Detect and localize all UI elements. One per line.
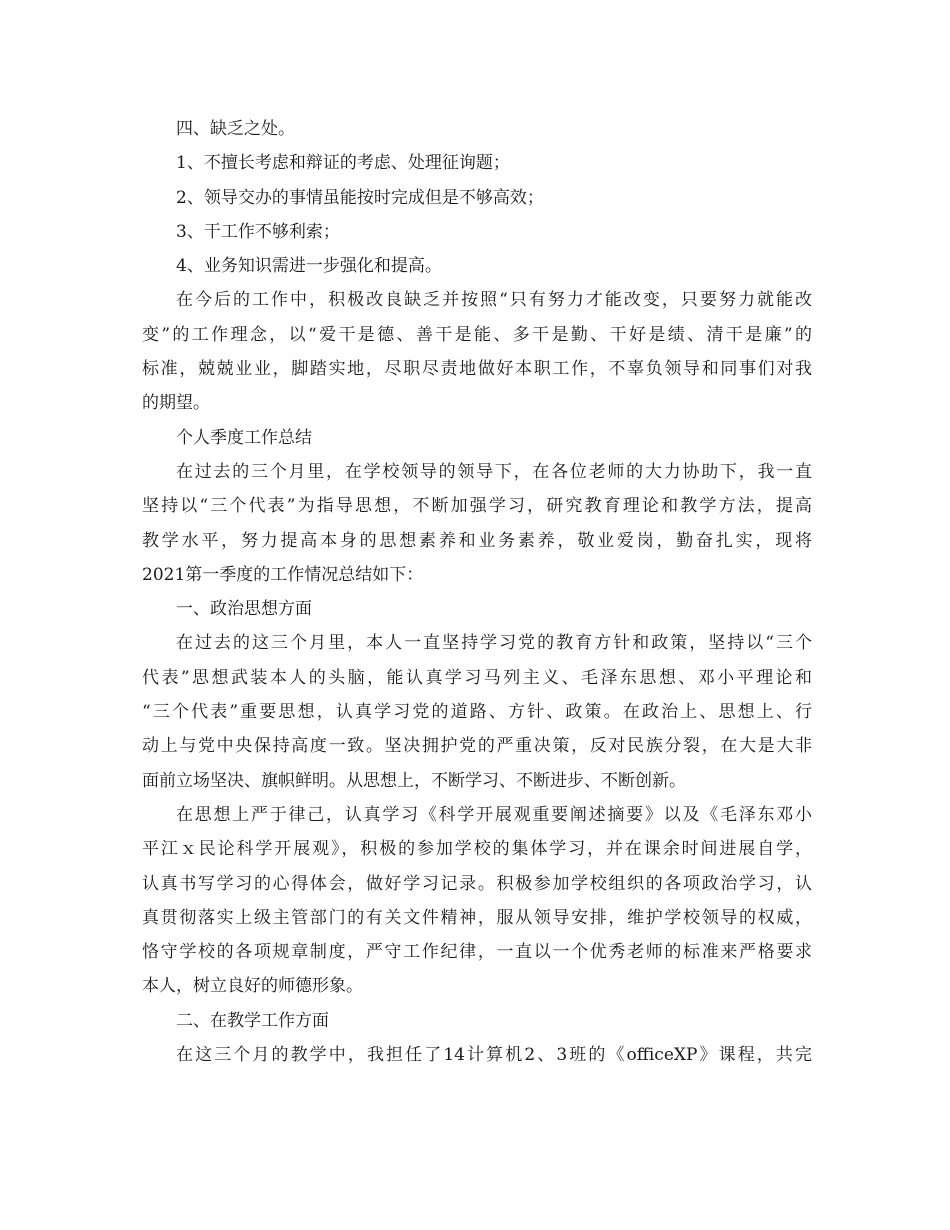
- text-line: 2、领导交办的事情虽能按时完成但是不够高效；: [176, 187, 544, 208]
- text-line: 恪守学校的各项规章制度，严守工作纪律，一直以一个优秀老师的标准来严格要求: [142, 942, 812, 963]
- text-line: 教学水平，努力提高本身的思想素养和业务素养，敬业爱岗，勤奋扎实，现将: [142, 530, 812, 551]
- text-line: 坚持以“三个代表”为指导思想，不断加强学习，研究教育理论和教学方法，提高: [142, 496, 812, 517]
- text-line: 1、不擅长考虑和辩证的考虑、处理征询题；: [176, 153, 510, 174]
- text-line: 一、政治思想方面: [176, 599, 312, 620]
- text-line: 在这三个月的教学中，我担任了14计算机2、3班的《officeXP》课程，共完: [176, 1045, 812, 1066]
- document-body: [142, 112, 812, 1072]
- text-line: 四、缺乏之处。: [176, 119, 295, 139]
- text-line: 在过去的这三个月里，本人一直坚持学习党的教育方针和政策，坚持以“三个: [176, 633, 812, 654]
- text-line: 动上与党中央保持高度一致。坚决拥护党的严重决策，反对民族分裂，在大是大非: [142, 736, 812, 757]
- text-line: 4、业务知识需进一步强化和提高。: [176, 256, 442, 277]
- text-line: “三个代表”重要思想，认真学习党的道路、方针、政策。在政治上、思想上、行: [142, 702, 812, 723]
- text-line: 在今后的工作中，积极改良缺乏并按照“只有努力才能改变，只要努力就能改: [176, 290, 812, 311]
- text-line: 面前立场坚决、旗帜鲜明。从思想上，不断学习、不断进步、不断创新。: [142, 770, 686, 791]
- text-line: 认真书写学习的心得体会，做好学习记录。积极参加学校组织的各项政治学习，认: [142, 873, 812, 894]
- text-line: 平江ｘ民论科学开展观》，积极的参加学校的集体学习，并在课余时间进展自学，: [142, 839, 812, 860]
- text-line: 代表”思想武装本人的头脑，能认真学习马列主义、毛泽东思想、邓小平理论和: [142, 667, 812, 688]
- text-line: 真贯彻落实上级主管部门的有关文件精神，服从领导安排，维护学校领导的权威，: [142, 907, 812, 928]
- text-line: 个人季度工作总结: [176, 427, 312, 448]
- text-line: 的期望。: [142, 393, 210, 414]
- text-line: 二、在教学工作方面: [176, 1010, 329, 1031]
- text-line: 在过去的三个月里，在学校领导的领导下，在各位老师的大力协助下，我一直: [176, 461, 812, 482]
- text-line: 本人，树立良好的师德形象。: [142, 976, 363, 997]
- text-line: 2021第一季度的工作情况总结如下：: [142, 564, 424, 585]
- text-line: 变”的工作理念，以“爱干是德、善干是能、多干是勤、干好是绩、清干是廉”的: [142, 324, 812, 345]
- text-line: 在思想上严于律己，认真学习《科学开展观重要阐述摘要》以及《毛泽东邓小: [176, 804, 812, 825]
- text-line: 标准，兢兢业业，脚踏实地，尽职尽责地做好本职工作，不辜负领导和同事们对我: [142, 359, 812, 380]
- text-line: 3、干工作不够利索；: [176, 221, 340, 242]
